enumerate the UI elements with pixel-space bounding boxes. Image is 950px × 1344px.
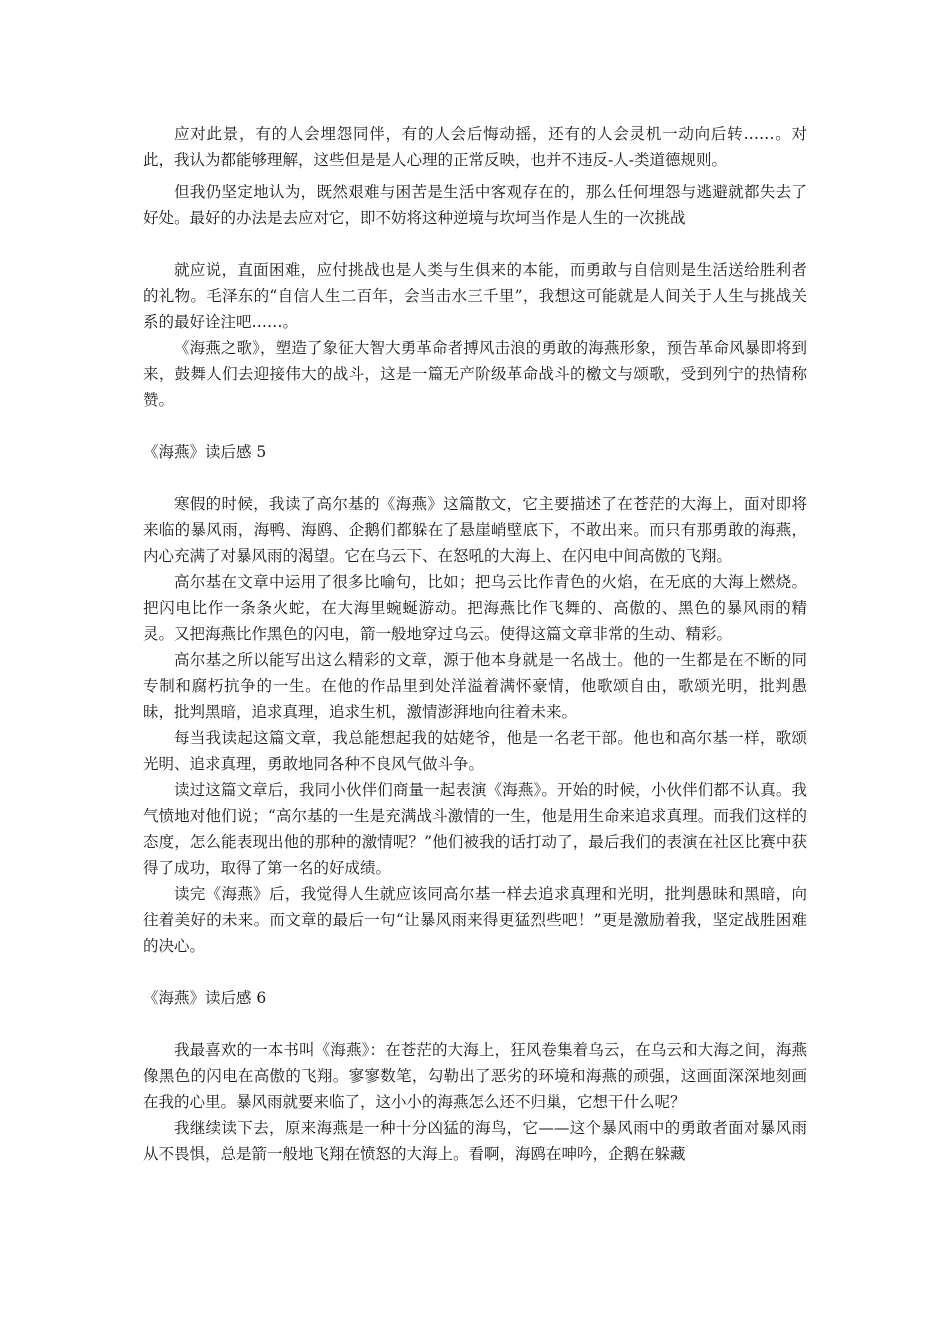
section-heading: 《海燕》读后感 6: [143, 989, 267, 1007]
paragraph: 高尔基之所以能写出这么精彩的文章，源于他本身就是一名战士。他的一生都是在不断的同专制和腐朽抗争的一生。在他的作品里到处洋溢着满怀豪情，他歌颂自由，歌颂光明，批判愚昧，批判黑暗，追求真理，追求生机，激情澎湃地向往着未来。: [143, 651, 807, 721]
paragraph: 我继续读下去，原来海燕是一种十分凶猛的海鸟，它——这个暴风雨中的勇敢者面对暴风雨从不畏惧，总是箭一般地飞翔在愤怒的大海上。看啊，海鸥在呻吟，企鹅在躲藏: [143, 1119, 807, 1163]
paragraph: 应对此景，有的人会埋怨同伴，有的人会后悔动摇，还有的人会灵机一动向后转……。对此，我认为都能够理解，这些但是是人心理的正常反映，也并不违反-人-类道德规则。: [143, 125, 807, 169]
document-body: [143, 121, 807, 1167]
paragraph: 读过这篇文章后，我同小伙伴们商量一起表演《海燕》。开始的时候，小伙伴们都不认真。我气愤地对他们说；“高尔基的一生是充满战斗激情的一生，他是用生命来追求真理。而我们这样的态度，怎么能表现出他的那种的激情呢？”他们被我的话打动了，最后我们的表演在社区比赛中获得了成功，取得了第一名的好成绩。: [143, 781, 807, 877]
paragraph: 寒假的时候，我读了高尔基的《海燕》这篇散文，它主要描述了在苍茫的大海上，面对即将来临的暴风雨，海鸭、海鸥、企鹅们都躲在了悬崖峭壁底下，不敢出来。而只有那勇敢的海燕，内心充满了对暴风雨的渴望。它在乌云下、在怒吼的大海上、在闪电中间高傲的飞翔。: [143, 495, 807, 565]
paragraph: 就应说，直面困难，应付挑战也是人类与生俱来的本能，而勇敢与自信则是生活送给胜利者的礼物。毛泽东的“自信人生二百年，会当击水三千里”，我想这可能就是人间关于人生与挑战关系的最好诠注吧……。: [143, 261, 807, 331]
paragraph: 读完《海燕》后，我觉得人生就应该同高尔基一样去追求真理和光明，批判愚昧和黑暗，向往着美好的未来。而文章的最后一句“让暴风雨来得更猛烈些吧！”更是激励着我，坚定战胜困难的决心。: [143, 885, 807, 955]
paragraph: 《海燕之歌》，塑造了象征大智大勇革命者搏风击浪的勇敢的海燕形象，预告革命风暴即将到来，鼓舞人们去迎接伟大的战斗，这是一篇无产阶级革命战斗的檄文与颂歌，受到列宁的热情称赞。: [143, 339, 807, 409]
paragraph: 我最喜欢的一本书叫《海燕》：在苍茫的大海上，狂风卷集着乌云，在乌云和大海之间，海燕像黑色的闪电在高傲的飞翔。寥寥数笔，勾勒出了恶劣的环境和海燕的顽强，这画面深深地刻画在我的心里。暴风雨就要来临了，这小小的海燕怎么还不归巢，它想干什么呢？: [143, 1041, 807, 1111]
paragraph: 但我仍坚定地认为，既然艰难与困苦是生活中客观存在的，那么任何埋怨与逃避就都失去了好处。最好的办法是去应对它，即不妨将这种逆境与坎坷当作是人生的一次挑战: [143, 183, 807, 227]
paragraph: 高尔基在文章中运用了很多比喻句，比如；把乌云比作青色的火焰，在无底的大海上燃烧。把闪电比作一条条火蛇，在大海里蜿蜒游动。把海燕比作飞舞的、高傲的、黑色的暴风雨的精灵。又把海燕比作黑色的闪电，箭一般地穿过乌云。使得这篇文章非常的生动、精彩。: [143, 573, 807, 643]
paragraph: 每当我读起这篇文章，我总能想起我的姑姥爷，他是一名老干部。他也和高尔基一样，歌颂光明、追求真理，勇敢地同各种不良风气做斗争。: [143, 729, 807, 773]
section-heading: 《海燕》读后感 5: [143, 443, 267, 461]
